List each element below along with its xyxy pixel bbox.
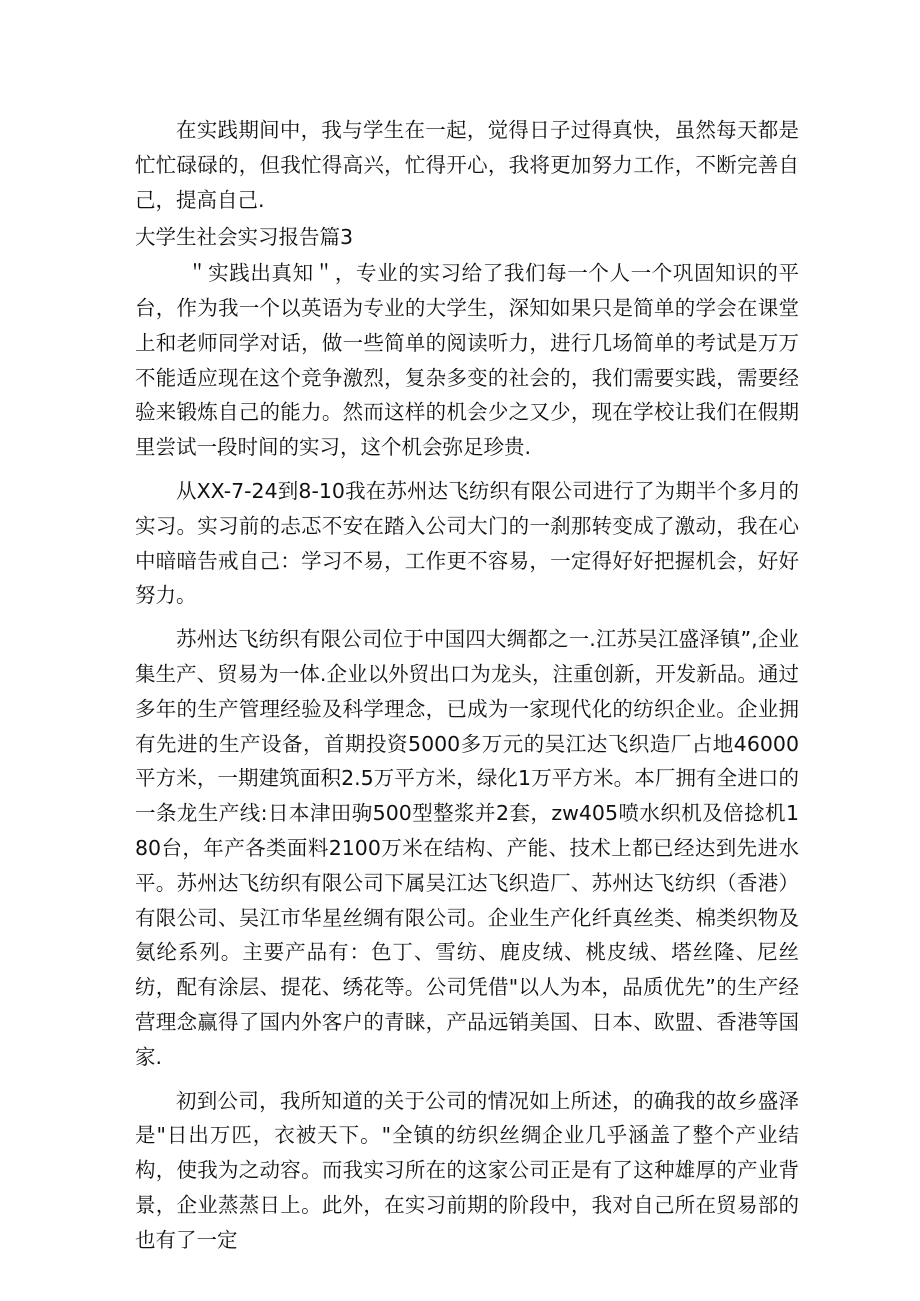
document-body bbox=[135, 113, 799, 1258]
paragraph-practice-truth: ＂实践出真知＂，专业的实习给了我们每一个人一个巩固知识的平台，作为我一个以英语为专业的大学生，深知如果只是简单的学会在课堂上和老师同学对话，做一些简单的阅读听力，进行几场简单的考试是万万不能适应现在这个竞争激烈，复杂多变的社会的，我们需要实践，需要经验来锻炼自己的能力。然而这样的机会少之又少，现在学校让我们在假期里尝试一段时间的实习，这个机会弥足珍贵. bbox=[135, 261, 799, 460]
section-heading-report-3: 大学生社会实习报告篇3 bbox=[135, 225, 354, 250]
paragraph-practice-summary: 在实践期间中，我与学生在一起，觉得日子过得真快，虽然每天都是忙忙碌碌的，但我忙得高兴，忙得开心，我将更加努力工作，不断完善自己，提高自己. bbox=[135, 118, 799, 212]
paragraph-company-profile: 苏州达飞纺织有限公司位于中国四大绸都之一.江苏吴江盛泽镇”,企业集生产、贸易为一体.企业以外贸出口为龙头，注重创新，开发新品。通过多年的生产管理经验及科学理念，已成为一家现代化的纺织企业。企业拥有先进的生产设备，首期投资5000多万元的吴江达飞织造厂占地46000平方米，一期建筑面积2.5万平方米，绿化1万平方米。本厂拥有全进口的一条龙生产线:日本津田驹500型整浆并2套，zw405喷水织机及倍捻机180台，年产各类面料2100万米在结构、产能、技术上都已经达到先进水平。苏州达飞纺织有限公司下属吴江达飞织造厂、苏州达飞纺织（香港）有限公司、吴江市华星丝绸有限公司。企业生产化纤真丝类、棉类织物及氨纶系列。主要产品有：色丁、雪纺、鹿皮绒、桃皮绒、塔丝隆、尼丝纺，配有涂层、提花、绣花等。公司凭借"以人为本，品质优先”的生产经营理念赢得了国内外客户的青睐，产品远销美国、日本、欧盟、香港等国家. bbox=[135, 627, 799, 1069]
paragraph-first-impression: 初到公司，我所知道的关于公司的情况如上所述，的确我的故乡盛泽是"日出万匹，衣被天下。"全镇的纺织丝绸企业几乎涵盖了整个产业结构，使我为之动容。而我实习所在的这家公司正是有了这种雄厚的产业背景，企业蒸蒸日上。此外，在实习前期的阶段中，我对自己所在贸易部的也有了一定 bbox=[135, 1088, 799, 1252]
paragraph-internship-period: 从XX-7-24到8-10我在苏州达飞纺织有限公司进行了为期半个多月的实习。实习前的忐忑不安在踏入公司大门的一刹那转变成了激动，我在心中暗暗告戒自己：学习不易，工作更不容易，一定得好好把握机会，好好努力。 bbox=[135, 478, 799, 608]
